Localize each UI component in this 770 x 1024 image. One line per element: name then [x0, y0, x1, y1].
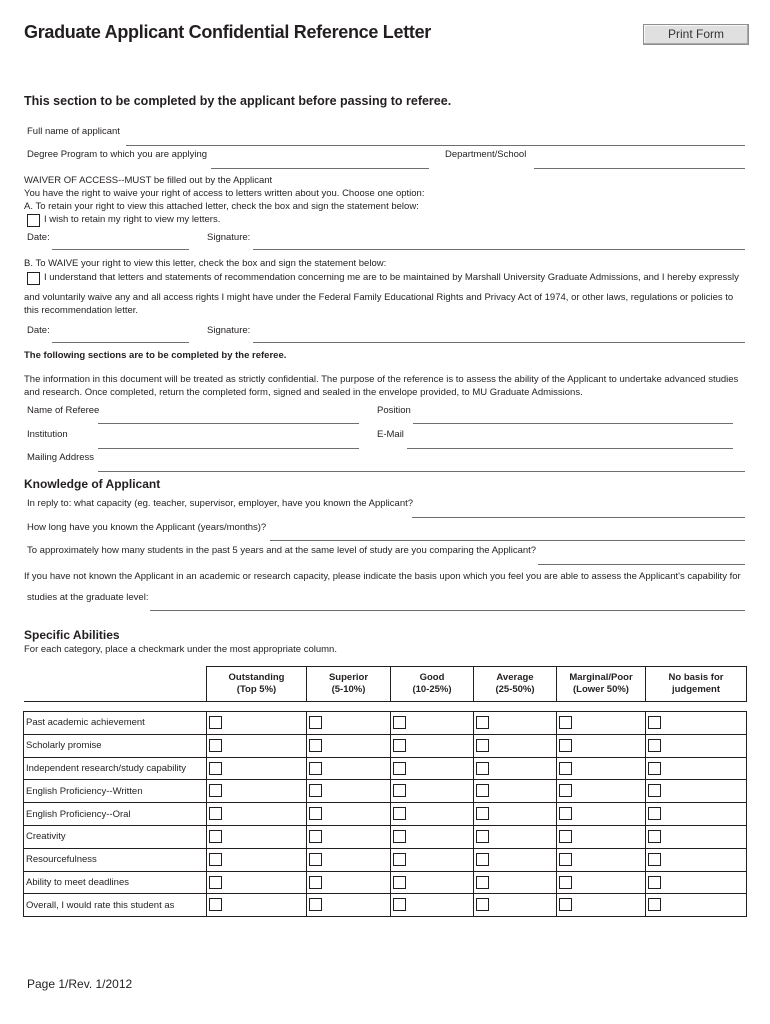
- rating-checkbox-superior[interactable]: [309, 807, 322, 820]
- rating-cell: [207, 780, 307, 803]
- rating-checkbox-marginal-poor[interactable]: [559, 784, 572, 797]
- print-form-button[interactable]: Print Form: [643, 24, 749, 45]
- rating-cell: [307, 734, 391, 757]
- degree-program-input[interactable]: [211, 168, 429, 169]
- rating-cell: [646, 803, 747, 826]
- rating-checkbox-no-basis[interactable]: [648, 876, 661, 889]
- date-input-a[interactable]: [52, 249, 189, 250]
- waiver-heading: WAIVER OF ACCESS--MUST be filled out by the Applicant: [24, 175, 273, 186]
- rating-cell: [474, 734, 557, 757]
- rating-checkbox-no-basis[interactable]: [648, 739, 661, 752]
- rating-cell: [391, 894, 474, 917]
- rating-cell: [307, 780, 391, 803]
- rating-cell: [307, 757, 391, 780]
- rating-checkbox-marginal-poor[interactable]: [559, 739, 572, 752]
- non-academic-question-line2: studies at the graduate level:: [27, 592, 149, 603]
- rating-checkbox-average[interactable]: [476, 716, 489, 729]
- mailing-address-input[interactable]: [98, 471, 745, 472]
- date-label-a: Date:: [27, 232, 50, 243]
- how-long-question: How long have you known the Applicant (years/months)?: [27, 522, 267, 533]
- ability-label: Past academic achievement: [24, 712, 207, 735]
- column-header-good: Good (10-25%): [391, 667, 474, 702]
- waive-rights-statement-rest: and voluntarily waive any and all access rights I might have under the Federal Family Educational Rights and Privacy Act of 1974, or other laws, regulations or policies to this recommendation letter.: [24, 292, 734, 316]
- rating-cell: [207, 712, 307, 735]
- signature-input-b[interactable]: [253, 342, 745, 343]
- rating-checkbox-good[interactable]: [393, 876, 406, 889]
- rating-checkbox-superior[interactable]: [309, 784, 322, 797]
- rating-checkbox-no-basis[interactable]: [648, 716, 661, 729]
- signature-label-a: Signature:: [207, 232, 251, 243]
- rating-checkbox-outstanding[interactable]: [209, 739, 222, 752]
- waive-rights-checkbox[interactable]: [27, 272, 40, 285]
- abilities-table: [23, 666, 747, 917]
- email-input[interactable]: [407, 448, 733, 449]
- rating-cell: [474, 825, 557, 848]
- rating-checkbox-marginal-poor[interactable]: [559, 716, 572, 729]
- applicant-section-heading: This section to be completed by the applicant before passing to referee.: [24, 94, 452, 108]
- rating-cell: [474, 871, 557, 894]
- rating-cell: [207, 803, 307, 826]
- ability-label: English Proficiency--Oral: [24, 803, 207, 826]
- retain-rights-statement: I wish to retain my right to view my letters.: [44, 214, 221, 225]
- rating-checkbox-superior[interactable]: [309, 853, 322, 866]
- waiver-option-a: A. To retain your right to view this attached letter, check the box and sign the statement below:: [24, 201, 419, 212]
- full-name-input[interactable]: [126, 145, 745, 146]
- rating-checkbox-superior[interactable]: [309, 830, 322, 843]
- rating-checkbox-good[interactable]: [393, 784, 406, 797]
- waive-rights-statement-line1: I understand that letters and statements of recommendation concerning me are to be maintained by Marshall University Graduate Admissions, and I hereby expressly: [44, 272, 739, 283]
- rating-checkbox-no-basis[interactable]: [648, 830, 661, 843]
- rating-checkbox-no-basis[interactable]: [648, 807, 661, 820]
- rating-cell: [207, 825, 307, 848]
- full-name-label: Full name of applicant: [27, 126, 120, 137]
- column-header-superior: Superior (5-10%): [307, 667, 391, 702]
- rating-checkbox-outstanding[interactable]: [209, 784, 222, 797]
- rating-cell: [207, 848, 307, 871]
- rating-checkbox-average[interactable]: [476, 853, 489, 866]
- degree-program-label: Degree Program to which you are applying: [27, 149, 208, 160]
- table-row: [24, 757, 747, 780]
- rating-cell: [474, 757, 557, 780]
- institution-input[interactable]: [98, 448, 359, 449]
- column-header-outstanding: Outstanding (Top 5%): [207, 667, 307, 702]
- email-label: E-Mail: [377, 429, 404, 440]
- rating-cell: [207, 871, 307, 894]
- rating-checkbox-outstanding[interactable]: [209, 876, 222, 889]
- rating-cell: [207, 734, 307, 757]
- rating-cell: [474, 894, 557, 917]
- rating-checkbox-marginal-poor[interactable]: [559, 876, 572, 889]
- rating-checkbox-good[interactable]: [393, 830, 406, 843]
- table-row: [24, 894, 747, 917]
- rating-cell: [557, 803, 646, 826]
- rating-checkbox-outstanding[interactable]: [209, 830, 222, 843]
- rating-cell: [207, 894, 307, 917]
- rating-checkbox-good[interactable]: [393, 762, 406, 775]
- position-label: Position: [377, 405, 411, 416]
- date-input-b[interactable]: [52, 342, 189, 343]
- rating-checkbox-good[interactable]: [393, 739, 406, 752]
- institution-label: Institution: [27, 429, 68, 440]
- rating-checkbox-average[interactable]: [476, 898, 489, 911]
- rating-cell: [391, 871, 474, 894]
- rating-cell: [646, 780, 747, 803]
- rating-checkbox-superior[interactable]: [309, 716, 322, 729]
- table-row: [24, 848, 747, 871]
- rating-cell: [474, 712, 557, 735]
- referee-section-heading: The following sections are to be completed by the referee.: [24, 350, 287, 361]
- table-row: [24, 825, 747, 848]
- rating-cell: [391, 780, 474, 803]
- table-row: [24, 871, 747, 894]
- rating-cell: [646, 825, 747, 848]
- rating-checkbox-outstanding[interactable]: [209, 716, 222, 729]
- rating-cell: [391, 712, 474, 735]
- ability-label: Resourcefulness: [24, 848, 207, 871]
- ability-label: English Proficiency--Written: [24, 780, 207, 803]
- page-title: Graduate Applicant Confidential Reference Letter: [24, 22, 432, 42]
- rating-checkbox-superior[interactable]: [309, 876, 322, 889]
- rating-cell: [557, 757, 646, 780]
- retain-rights-checkbox[interactable]: [27, 214, 40, 227]
- rating-cell: [391, 734, 474, 757]
- rating-checkbox-average[interactable]: [476, 739, 489, 752]
- rating-checkbox-outstanding[interactable]: [209, 853, 222, 866]
- table-row: [24, 780, 747, 803]
- rating-cell: [391, 825, 474, 848]
- rating-checkbox-good[interactable]: [393, 898, 406, 911]
- waiver-intro: You have the right to waive your right of access to letters written about you. Choose one option:: [24, 188, 425, 199]
- rating-cell: [646, 712, 747, 735]
- abilities-heading: Specific Abilities: [24, 628, 120, 642]
- referee-name-label: Name of Referee: [27, 405, 100, 416]
- rating-cell: [307, 825, 391, 848]
- how-long-input[interactable]: [270, 540, 745, 541]
- abilities-instruction: For each category, place a checkmark under the most appropriate column.: [24, 644, 337, 655]
- rating-checkbox-good[interactable]: [393, 853, 406, 866]
- rating-cell: [646, 894, 747, 917]
- column-header-average: Average (25-50%): [474, 667, 557, 702]
- rating-cell: [557, 780, 646, 803]
- rating-cell: [646, 848, 747, 871]
- rating-cell: [557, 848, 646, 871]
- rating-checkbox-outstanding[interactable]: [209, 762, 222, 775]
- ability-label: Creativity: [24, 825, 207, 848]
- rating-checkbox-no-basis[interactable]: [648, 784, 661, 797]
- department-label: Department/School: [445, 149, 527, 160]
- position-input[interactable]: [413, 423, 733, 424]
- rating-cell: [646, 871, 747, 894]
- rating-checkbox-superior[interactable]: [309, 898, 322, 911]
- rating-checkbox-average[interactable]: [476, 830, 489, 843]
- rating-cell: [557, 712, 646, 735]
- referee-intro: The information in this document will be treated as strictly confidential. The purpose of the reference is to assess the ability of the Applicant to undertake advanced studies and research. Once completed, return the completed form, signed and sealed in the envelope provided, to MU Graduate Admissions.: [24, 374, 739, 398]
- rating-cell: [557, 825, 646, 848]
- rating-cell: [391, 757, 474, 780]
- rating-cell: [474, 803, 557, 826]
- students-question: To approximately how many students in the past 5 years and at the same level of study are you comparing the Applicant?: [27, 545, 537, 556]
- rating-checkbox-average[interactable]: [476, 876, 489, 889]
- ability-label: Scholarly promise: [24, 734, 207, 757]
- table-row: [24, 712, 747, 735]
- page-footer: Page 1/Rev. 1/2012: [27, 977, 133, 991]
- rating-checkbox-outstanding[interactable]: [209, 898, 222, 911]
- non-academic-question-line1: If you have not known the Applicant in an academic or research capacity, please indicate the basis upon which you feel you are able to assess the Applicant's capability for: [24, 571, 741, 582]
- non-academic-input[interactable]: [150, 610, 745, 611]
- rating-cell: [391, 848, 474, 871]
- abilities-header-row: [24, 667, 747, 702]
- department-input[interactable]: [534, 168, 745, 169]
- ability-label: Independent research/study capability: [24, 757, 207, 780]
- rating-checkbox-superior[interactable]: [309, 762, 322, 775]
- rating-checkbox-no-basis[interactable]: [648, 898, 661, 911]
- rating-cell: [307, 894, 391, 917]
- rating-checkbox-no-basis[interactable]: [648, 853, 661, 866]
- rating-checkbox-average[interactable]: [476, 762, 489, 775]
- rating-checkbox-average[interactable]: [476, 807, 489, 820]
- rating-cell: [307, 803, 391, 826]
- rating-cell: [307, 871, 391, 894]
- table-row: [24, 734, 747, 757]
- table-row: [24, 803, 747, 826]
- table-spacer-row: [24, 702, 747, 712]
- rating-checkbox-good[interactable]: [393, 716, 406, 729]
- knowledge-heading: Knowledge of Applicant: [24, 477, 161, 491]
- rating-cell: [474, 848, 557, 871]
- rating-checkbox-good[interactable]: [393, 807, 406, 820]
- rating-checkbox-marginal-poor[interactable]: [559, 898, 572, 911]
- rating-cell: [307, 712, 391, 735]
- rating-cell: [646, 734, 747, 757]
- rating-checkbox-superior[interactable]: [309, 739, 322, 752]
- date-label-b: Date:: [27, 325, 50, 336]
- rating-cell: [474, 780, 557, 803]
- rating-cell: [391, 803, 474, 826]
- waiver-option-b: B. To WAIVE your right to view this letter, check the box and sign the statement below:: [24, 258, 387, 269]
- rating-cell: [557, 871, 646, 894]
- students-input[interactable]: [538, 564, 745, 565]
- column-header-no-basis: No basis for judgement: [646, 667, 747, 702]
- referee-name-input[interactable]: [98, 423, 359, 424]
- rating-checkbox-marginal-poor[interactable]: [559, 762, 572, 775]
- rating-cell: [207, 757, 307, 780]
- column-header-marginal-poor: Marginal/Poor (Lower 50%): [557, 667, 646, 702]
- rating-checkbox-marginal-poor[interactable]: [559, 807, 572, 820]
- capacity-question: In reply to: what capacity (eg. teacher, supervisor, employer, have you known the Applicant?: [27, 498, 414, 509]
- rating-checkbox-marginal-poor[interactable]: [559, 830, 572, 843]
- rating-checkbox-outstanding[interactable]: [209, 807, 222, 820]
- ability-label: Ability to meet deadlines: [24, 871, 207, 894]
- ability-label: Overall, I would rate this student as: [24, 894, 207, 917]
- signature-input-a[interactable]: [253, 249, 745, 250]
- rating-cell: [557, 734, 646, 757]
- rating-cell: [307, 848, 391, 871]
- rating-checkbox-average[interactable]: [476, 784, 489, 797]
- capacity-input[interactable]: [412, 517, 745, 518]
- rating-checkbox-marginal-poor[interactable]: [559, 853, 572, 866]
- header-blank-cell: [24, 667, 207, 702]
- rating-checkbox-no-basis[interactable]: [648, 762, 661, 775]
- mailing-address-label: Mailing Address: [27, 452, 95, 463]
- rating-cell: [557, 894, 646, 917]
- signature-label-b: Signature:: [207, 325, 251, 336]
- rating-cell: [646, 757, 747, 780]
